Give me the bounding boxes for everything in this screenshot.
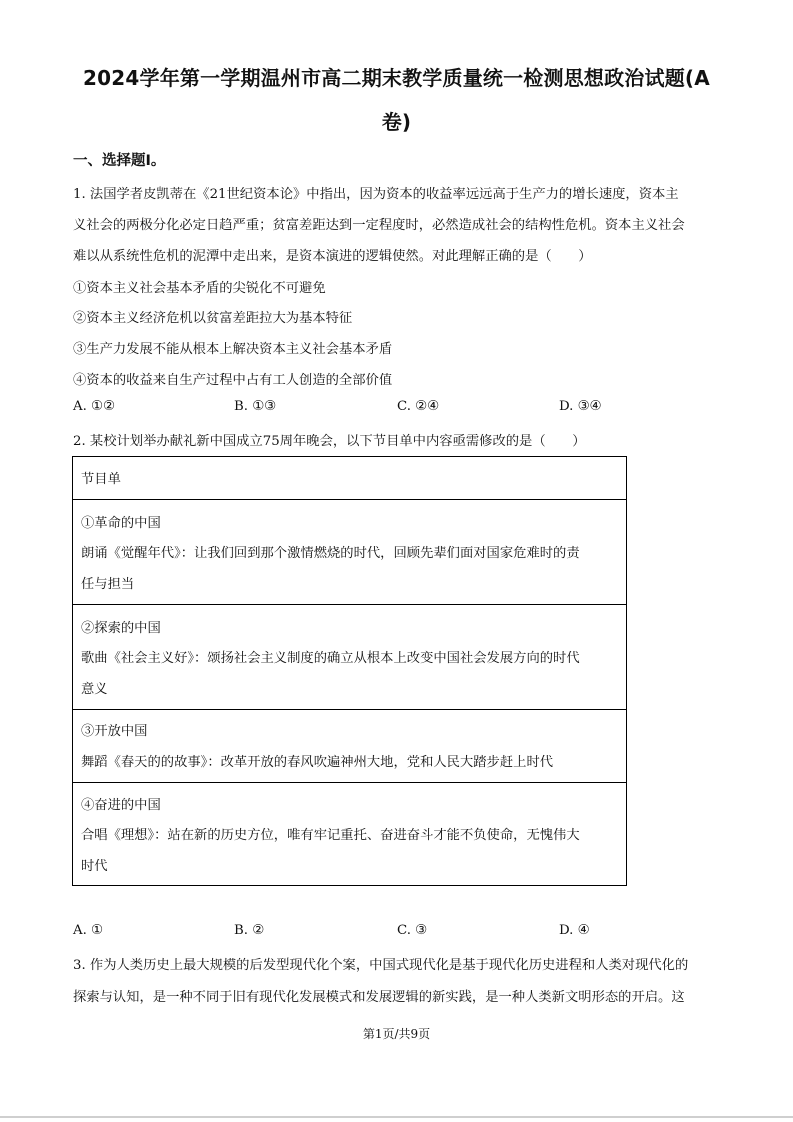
q1-option-d: D. ③④ (559, 399, 602, 414)
q2-option-c: C. ③ (397, 923, 428, 938)
program-row-1-line-3: 任与担当 (81, 577, 135, 592)
program-table-header-row (73, 457, 626, 499)
section-heading: 一、选择题Ⅰ。 (73, 153, 166, 169)
q1-stem-line-3: 难以从系统性危机的泥潭中走出来，是资本演进的逻辑使然。对此理解正确的是（ ） (73, 249, 592, 264)
q2-option-a: A. ① (73, 923, 103, 938)
page-number-footer: 第1页/共9页 (362, 1027, 431, 1041)
q1-statement-2: ②资本主义经济危机以贫富差距拉大为基本特征 (73, 311, 353, 326)
q1-statement-3: ③生产力发展不能从根本上解决资本主义社会基本矛盾 (73, 342, 393, 357)
program-row-4-line-3: 时代 (81, 859, 108, 874)
q1-statement-1: ①资本主义社会基本矛盾的尖锐化不可避免 (73, 281, 326, 296)
program-row-2-line-3: 意义 (81, 682, 108, 697)
q1-stem-line-2: 义社会的两极分化必定日趋严重；贫富差距达到一定程度时，必然造成社会的结构性危机。资本主义社会 (73, 218, 685, 233)
program-row-2-line-1: ②探索的中国 (81, 621, 161, 636)
q2-option-d: D. ④ (559, 923, 590, 938)
q2-option-b: B. ② (234, 923, 265, 938)
q3-stem-line-2: 探索与认知，是一种不同于旧有现代化发展模式和发展逻辑的新实践，是一种人类新文明形态的开启。这 (73, 990, 685, 1005)
q1-stem-line-1: 1. 法国学者皮凯蒂在《21世纪资本论》中指出，因为资本的收益率远远高于生产力的增长速度，资本主 (73, 187, 679, 202)
program-table-row-2 (73, 604, 626, 709)
program-table (72, 456, 627, 886)
document-title-line-1: 2024学年第一学期温州市高二期末教学质量统一检测思想政治试题(A (83, 66, 710, 90)
program-row-1-line-1: ①革命的中国 (81, 516, 161, 531)
bottom-divider (0, 1116, 793, 1118)
program-table-row-1 (73, 499, 626, 604)
program-row-1-line-2: 朗诵《觉醒年代》：让我们回到那个激情燃烧的时代，回顾先辈们面对国家危难时的责 (81, 546, 580, 561)
q1-option-c: C. ②④ (397, 399, 439, 414)
q1-option-a: A. ①② (73, 399, 115, 414)
program-row-4-line-1: ④奋进的中国 (81, 798, 161, 813)
q2-stem: 2. 某校计划举办献礼新中国成立75周年晚会，以下节目单中内容亟需修改的是（ ） (73, 434, 586, 449)
program-row-4-line-2: 合唱《理想》：站在新的历史方位，唯有牢记重托、奋进奋斗才能不负使命，无愧伟大 (81, 828, 580, 843)
program-row-3-line-2: 舞蹈《春天的的故事》：改革开放的春风吹遍神州大地，党和人民大踏步赶上时代 (81, 755, 554, 770)
program-table-header: 节目单 (81, 472, 121, 487)
program-row-2-line-2: 歌曲《社会主义好》：颂扬社会主义制度的确立从根本上改变中国社会发展方向的时代 (81, 651, 580, 666)
program-row-3-line-1: ③开放中国 (81, 724, 148, 739)
q1-option-b: B. ①③ (234, 399, 277, 414)
program-table-row-3 (73, 709, 626, 782)
q1-statement-4: ④资本的收益来自生产过程中占有工人创造的全部价值 (73, 373, 393, 388)
q3-stem-line-1: 3. 作为人类历史上最大规模的后发型现代化个案，中国式现代化是基于现代化历史进程和人类对现代化的 (73, 958, 689, 973)
program-table-row-4 (73, 782, 626, 886)
document-title-line-2: 卷) (381, 110, 412, 134)
